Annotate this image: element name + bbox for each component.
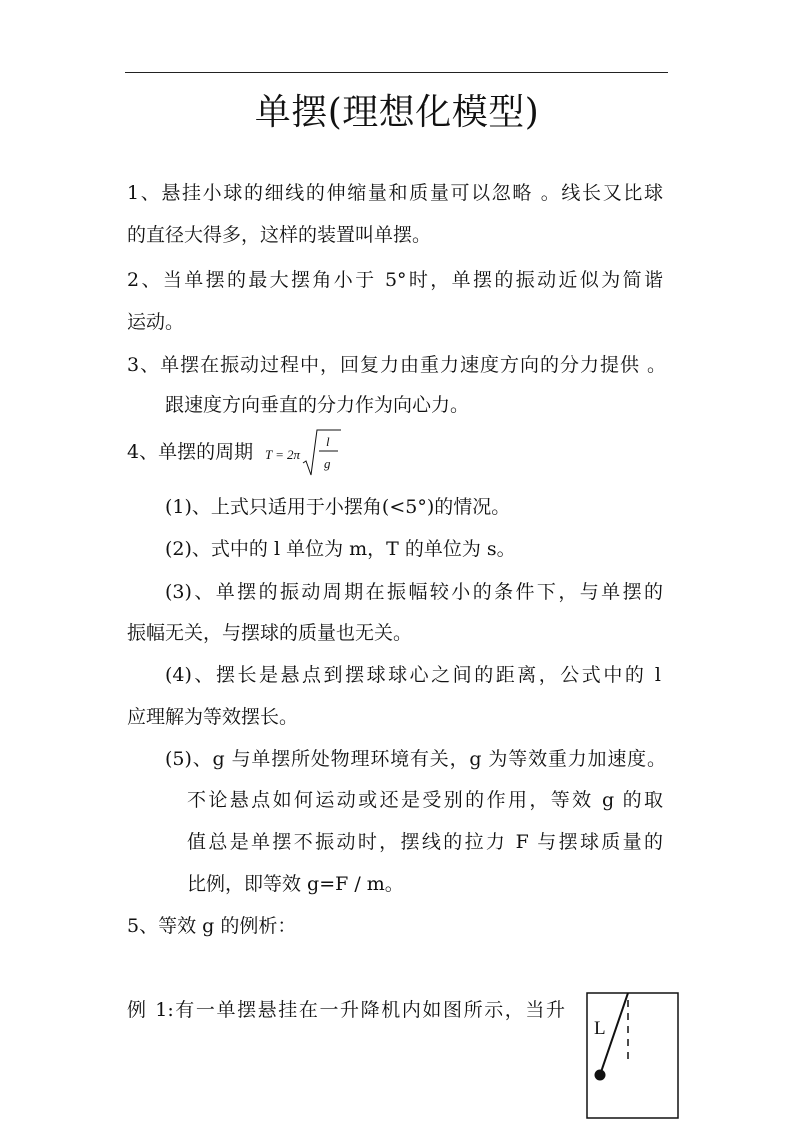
- formula-lhs: T: [265, 447, 273, 462]
- body-line-8: (1)、上式只适用于小摆角(<5°)的情况。: [165, 496, 511, 518]
- body-line-1: 1、悬挂小球的细线的伸缩量和质量可以忽略 。线长又比球: [127, 182, 663, 204]
- body-line-13: 应理解为等效摆长。: [127, 706, 299, 728]
- body-line-16: 值总是单摆不振动时，摆线的拉力 F 与摆球质量的: [187, 831, 663, 853]
- body-line-12: (4)、摆长是悬点到摆球球心之间的距离，公式中的 l: [165, 664, 661, 686]
- body-line-15: 不论悬点如何运动或还是受别的作用，等效 g 的取: [187, 789, 663, 811]
- period-formula: [263, 426, 353, 478]
- pendulum-diagram: [584, 990, 681, 1122]
- formula-equals: =: [276, 447, 284, 462]
- elevator-box: [587, 993, 678, 1118]
- body-line-6: 跟速度方向垂直的分力作为向心力。: [165, 394, 470, 416]
- page-title: 单摆(理想化模型): [254, 92, 540, 133]
- body-line-18: 5、等效 g 的例析：: [127, 915, 297, 937]
- length-label: L: [594, 1018, 606, 1039]
- body-line-11: 振幅无关，与摆球的质量也无关。: [127, 622, 413, 644]
- radical-sign: [303, 430, 341, 475]
- body-line-7: 4、单摆的周期: [127, 441, 254, 463]
- formula-denominator: g: [324, 456, 331, 471]
- body-line-10: (3)、单摆的振动周期在振幅较小的条件下，与单摆的: [165, 581, 663, 603]
- pendulum-bob: [595, 1070, 606, 1081]
- formula-coefficient: 2π: [287, 447, 301, 462]
- body-line-14: (5)、g 与单摆所处物理环境有关，g 为等效重力加速度。: [165, 748, 666, 770]
- body-line-2: 的直径大得多，这样的装置叫单摆。: [127, 224, 432, 246]
- body-line-3: 2、当单摆的最大摆角小于 5°时，单摆的振动近似为简谐: [127, 269, 663, 291]
- body-line-9: (2)、式中的 l 单位为 m，T 的单位为 s。: [165, 538, 516, 560]
- body-line-4: 运动。: [127, 311, 185, 333]
- body-line-5: 3、单摆在振动过程中，回复力由重力速度方向的分力提供 。: [127, 354, 666, 376]
- example-line-1: 例 1:有一单摆悬挂在一升降机内如图所示，当升: [127, 999, 565, 1021]
- formula-numerator: l: [326, 434, 330, 449]
- body-line-17: 比例，即等效 g=F / m。: [187, 873, 404, 895]
- top-rule: [125, 72, 668, 73]
